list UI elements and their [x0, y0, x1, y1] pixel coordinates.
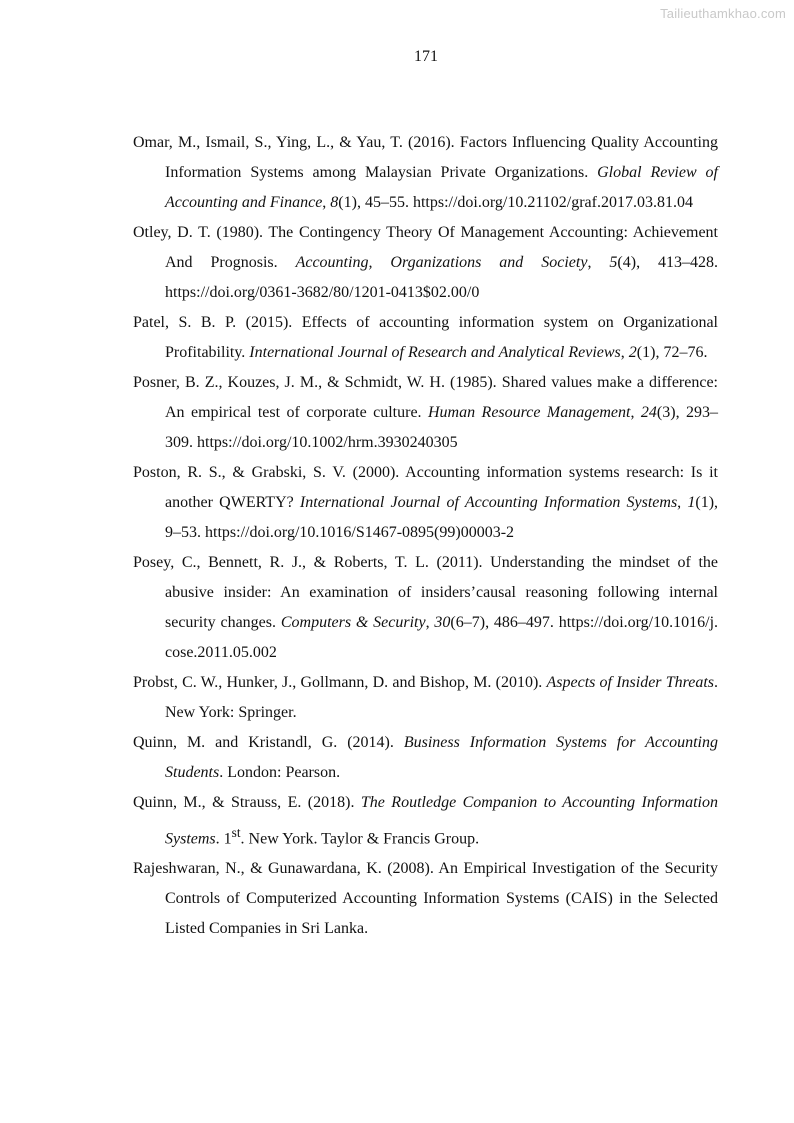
reference-entry: Probst, C. W., Hunker, J., Gollmann, D. and Bishop, M. (2010). Aspects of Insider Threats. New York: Springer.: [133, 674, 719, 721]
reference-list: [133, 128, 718, 944]
reference-entry: Patel, S. B. P. (2015). Effects of accounting information system on Organizational Profitability. International Journal of Research and Analytical Reviews, 2(1), 72–76.: [133, 314, 718, 361]
reference-entry: Poston, R. S., & Grabski, S. V. (2000). Accounting information systems research: Is it another QWERTY? International Journal of Accounting Information Systems, 1(1), 9–53. https://doi.org/10.1016/S1467-0895(99)00003-2: [133, 464, 719, 541]
reference-url[interactable]: https://doi.org/10.21102/graf.2017.03.81.04: [412, 194, 693, 211]
reference-entry: Otley, D. T. (1980). The Contingency Theory Of Management Accounting: Achievement And Prognosis. Accounting, Organizations and Society, 5(4), 413–428. https://doi.org/0361-3682/80/1201-0413$02.00/0: [133, 224, 719, 301]
reference-entry: Omar, M., Ismail, S., Ying, L., & Yau, T. (2016). Factors Influencing Quality Accounting Information Systems among Malaysian Private Organizations. Global Review of Accounting and Finance, 8(1), 45–55. https://doi.org/10.21102/graf.2017.03.81.04: [133, 134, 718, 211]
reference-entry: Posey, C., Bennett, R. J., & Roberts, T. L. (2011). Understanding the mindset of the abusive insider: An examination of insiders’causal reasoning following internal security changes. Computers & Security, 30(6–7), 486–497. https://doi.org/10.1016/j.cose.2011.05.002: [133, 554, 719, 661]
page-number: 171: [414, 48, 438, 65]
reference-entry: Rajeshwaran, N., & Gunawardana, K. (2008). An Empirical Investigation of the Security Controls of Computerized Accounting Information Systems (CAIS) in the Selected Listed Companies in Sri Lanka.: [133, 860, 718, 938]
reference-url[interactable]: https://doi.org/10.1016/j.cose.2011.05.002: [165, 614, 719, 661]
reference-entry: Posner, B. Z., Kouzes, J. M., & Schmidt, W. H. (1985). Shared values make a difference: An empirical test of corporate culture. Human Resource Management, 24(3), 293–309. https://doi.org/10.1002/hrm.3930240305: [133, 374, 719, 451]
reference-entry: Quinn, M., & Strauss, E. (2018). The Routledge Companion to Accounting Information Systems. 1st. New York. Taylor & Francis Group.: [133, 794, 718, 848]
reference-entry: Quinn, M. and Kristandl, G. (2014). Business Information Systems for Accounting Students. London: Pearson.: [133, 734, 718, 781]
watermark: Tailieuthamkhao.com: [660, 6, 786, 21]
